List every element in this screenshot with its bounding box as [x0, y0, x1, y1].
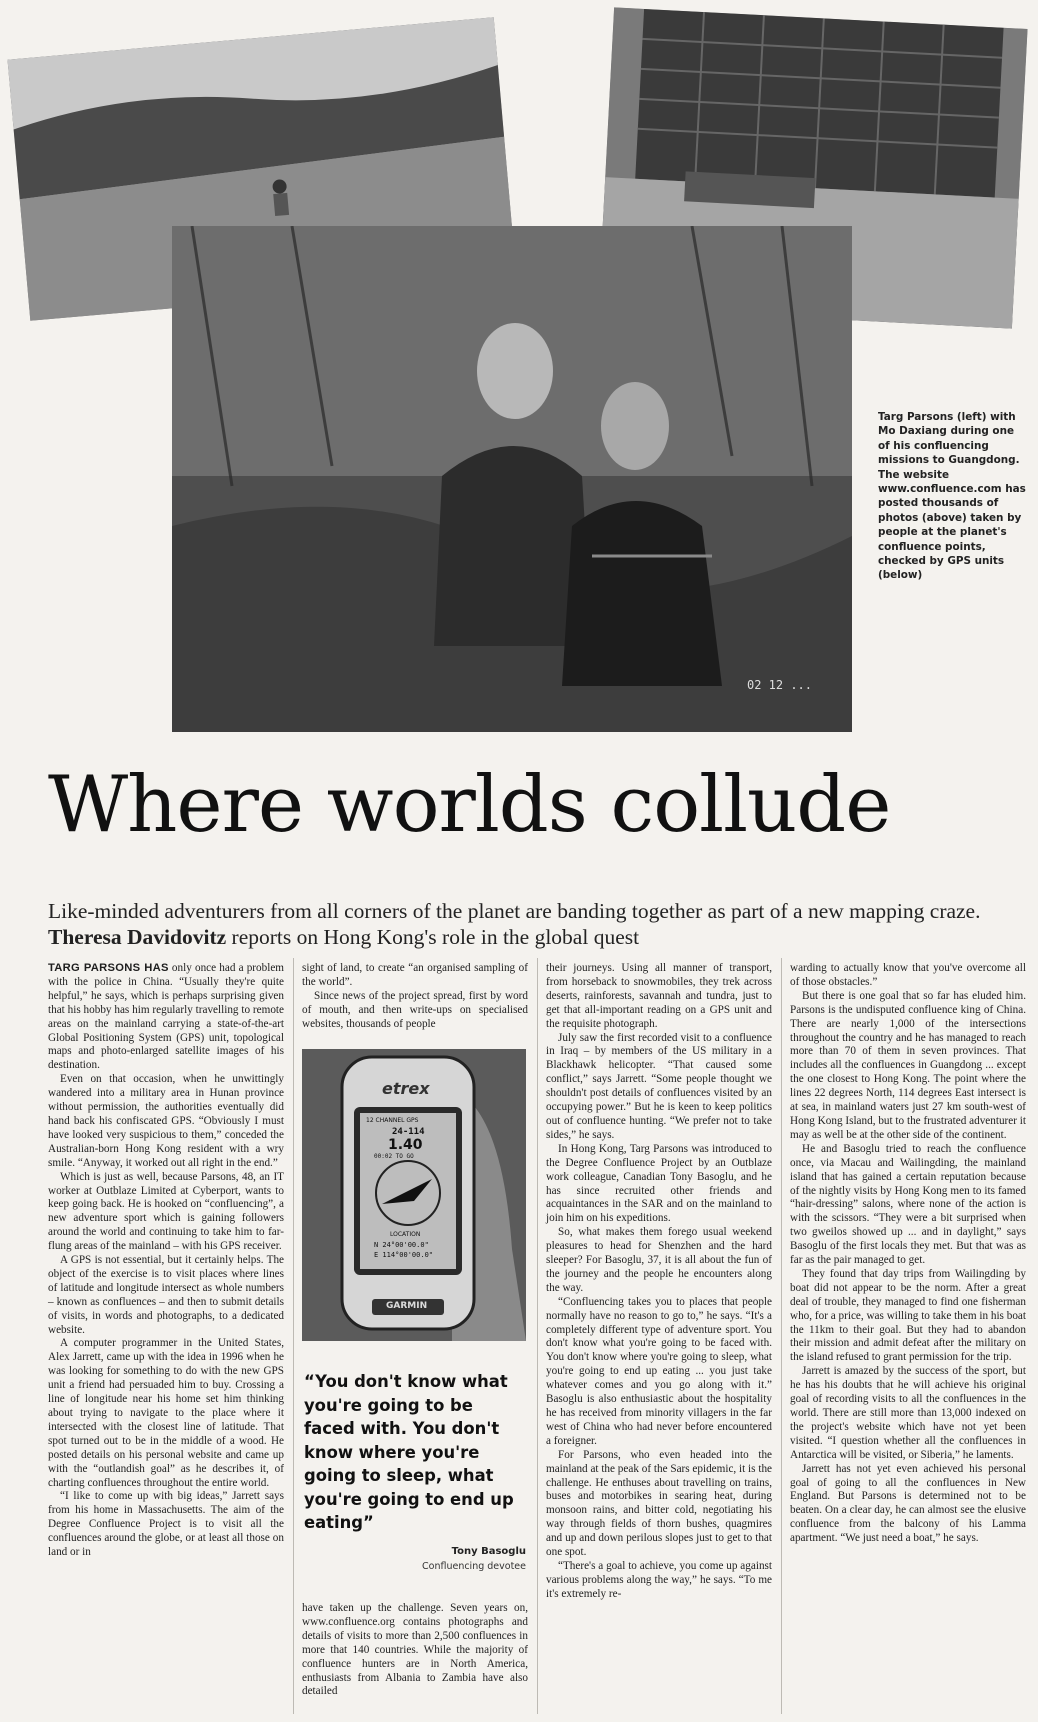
paragraph: He and Basoglu tried to reach the confluence once, via Macau and Wailingding, the mainland island that has gained a certain reputation because of the nightly visits by Hong Kong men to its famed “hair-dressing” salons, where none of the action is with the scissors. “They were a bit surprised when two gweilos showed up ... and in daylight,” says Basoglu of the first locals they met. But that was as far as the pair managed to get.: [790, 1142, 1026, 1267]
gps-photo: [302, 1049, 526, 1341]
article-column-2-top: [302, 962, 528, 1032]
article-column-4: [790, 962, 1026, 1546]
paragraph: “There's a goal to achieve, you come up against various problems along the way,” he says. “To me it's extremely re-: [546, 1559, 772, 1600]
paragraph: “Confluencing takes you to places that people normally have no reason to go to,” he says. “It's a completely different type of adventure sport. You don't know what you're going to be faced with. You don't know where you're going to sleep, what you're going to end up eating ... you just take whatever comes and you go along with it.” Basoglu is also enthusiastic about the hospitality he has received from minority villagers in the far west of China who had never before encountered a foreigner.: [546, 1295, 772, 1447]
gps-lon: E 114°00'00.0": [374, 1251, 434, 1259]
paragraph: Jarrett is amazed by the success of the sport, but he has his doubts that he will achieve his original goal of recording visits to all the confluences in the world. There are still more than 13,000 indexed on the project's website which have not yet been visited. “I question whether all the confluences in Antarctica will be visited, or Siberia,” he laments.: [790, 1365, 1026, 1461]
standfirst-text-2: reports on Hong Kong's role in the global quest: [231, 925, 640, 949]
paragraph: their journeys. Using all manner of transport, from horseback to snowmobiles, they trek across deserts, rainforests, savannah and tundra, just to get that all-important reading on a GPS unit and the requisite photograph.: [546, 962, 772, 1030]
gps-lat: N 24°00'00.0": [374, 1241, 429, 1249]
article-column-1: [48, 962, 284, 1560]
article-column-2-bottom: [302, 1602, 528, 1699]
standfirst: [48, 898, 1008, 950]
gps-header: 12 CHANNEL GPS: [366, 1117, 419, 1124]
paragraph: Even on that occasion, when he unwittingly wandered into a military area in Hunan province without permission, the authorities eventually did hand back his confiscated GPS. “Obviously I must have looked very suspicious to them,” conceded the Australian-born Hong Kong resident with a wry smile. “Anyway, it worked out all right in the end.”: [48, 1073, 284, 1169]
paragraph: So, what makes them forego usual weekend pleasures to head for Shenzhen and the hard sleeper? For Basoglu, 37, it is all about the fun of the journey and the people he encounters along the way.: [546, 1226, 772, 1294]
paragraph: For Parsons, who even headed into the mainland at the peak of the Sars epidemic, it is the challenge. He enthuses about travelling on trains, buses and motorbikes in searing heat, during monsoon rains, and bitter cold, negotiating his way through fields of thorn bushes, quagmires and up and down perilous slopes just to get to that one spot.: [546, 1448, 772, 1559]
gps-time: 00:02 TO GO: [374, 1153, 414, 1160]
paragraph: sight of land, to create “an organised sampling of the world”.: [302, 962, 528, 988]
pull-quote-role: Confluencing devotee: [422, 1561, 526, 1572]
main-photo: [172, 226, 852, 732]
standfirst-text: Like-minded adventurers from all corners of the planet are banding together as part of a new mapping craze.: [48, 899, 981, 923]
paragraph: Which is just as well, because Parsons, 48, an IT worker at Outblaze Limited at Cyberport, wants to keep going back. He is hooked on “confluencing”, a new adventure sport which is gaining followers around the world and continuing to take him to far-flung areas of the mainland – with his GPS receiver.: [48, 1170, 284, 1253]
gps-brand: etrex: [382, 1079, 430, 1098]
paragraph: Jarrett has not yet even achieved his personal goal of going to all the confluences in New England. But Parsons is determined not to be beaten. On a clear day, he can almost see the elusive confluence from the balcony of his Lamma apartment. “We just need a boat,” he says.: [790, 1462, 1026, 1545]
gps-coords: 24-114: [392, 1127, 425, 1137]
paragraph: [48, 962, 284, 1073]
lede: TARG PARSONS HAS: [48, 962, 169, 974]
paragraph: warding to actually know that you've overcome all of those obstacles.”: [790, 962, 1026, 988]
photo-caption: Targ Parsons (left) with Mo Daxiang during one of his confluencing missions to Guangdong. The website www.confluence.com has posted thousands of photos (above) taken by people at the planet's confluence points, checked by GPS units (below): [878, 411, 1026, 582]
paragraph-text: only once had a problem with the police in China. “Usually they're quite helpful,” he says, which is perhaps surprising given that his hobby has him regularly travelling to remote areas on the mainland carrying a state-of-the-art Global Positioning System (GPS) unit, topological maps and photo-enlarged satellite images of his destination.: [48, 962, 285, 1072]
paragraph: “I like to come up with big ideas,” Jarrett says from his home in Massachusetts. The aim of the Degree Confluence Project is to visit all the confluences around the globe, or at least all those on land or in: [48, 1490, 284, 1559]
byline: Theresa Davidovitz: [48, 925, 227, 949]
photo-date-stamp: 02 12 ...: [746, 678, 812, 692]
paragraph: have taken up the challenge. Seven years on, www.confluence.org contains photographs and details of visits to more than 2,500 confluences in more that 140 countries. While the majority of confluence hunters are in North America, enthusiasts from Albania to Zambia have also detailed: [302, 1602, 528, 1698]
article-column-3: [546, 962, 772, 1602]
paragraph: They found that day trips from Wailingding by boat did not appear to be the norm. After a great deal of trouble, they managed to find one fisherman who, for a price, was willing to take them in his boat the 11km to their goal. But they had to abandon their mission and admit defeat after the military on the island refused to grant permission for the trip.: [790, 1267, 1026, 1364]
paragraph: But there is one goal that so far has eluded him. Parsons is the undisputed confluence king of China. There are nearly 1,000 of the intersections throughout the country and he has managed to reach more than 70 of them in seven provinces. That includes all the confluences in Guangdong ... except the one closest to Hong Kong. The point where the lines 22 degrees North, 114 degrees East intersect is at sea, in mainland waters just 27 km south-west of Hong Kong Island, but to the frustrated adventurer it may as well be at the other side of the continent.: [790, 989, 1026, 1141]
pull-quote-name: Tony Basoglu: [451, 1546, 526, 1557]
column-rule: [781, 958, 782, 1714]
column-rule: [537, 958, 538, 1714]
paragraph: A computer programmer in the United States, Alex Jarrett, came up with the idea in 1996 when he was looking for something to do with the new GPS unit a friend had persuaded him to buy. Crossing a line of longitude near his home set him thinking about trying to navigate to the place where it intersected with the closest line of latitude. That spot turned out to be in the middle of a wood. He posted details on his personal website and came up with the “outlandish goal” as he describes it, of charting confluences throughout the entire world.: [48, 1337, 284, 1489]
paragraph: July saw the first recorded visit to a confluence in Iraq – by members of the US military in a Blackhawk helicopter. “That caused some conflict,” says Jarrett. “Some people thought we shouldn't post details of confluences visited by an occupying power.” But he is keen to keep politics out of confluence hunting. “We prefer not to take sides,” he says.: [546, 1031, 772, 1141]
gps-distance: 1.40: [388, 1137, 423, 1153]
paragraph: In Hong Kong, Targ Parsons was introduced to the Degree Confluence Project by an Outblaze work colleague, Canadian Tony Basoglu, and he has since recruited other friends and acquaintances in the SAR and on the mainland to join him on his expeditions.: [546, 1142, 772, 1225]
headline: Where worlds collude: [48, 760, 891, 850]
gps-location-label: LOCATION: [390, 1231, 421, 1238]
paragraph: A GPS is not essential, but it certainly helps. The object of the exercise is to visit places where lines of latitude and longitude intersect as whole numbers – known as confluences – and then to submit details of visits, in words and photographs, to a dedicated website.: [48, 1254, 284, 1336]
pull-quote: “You don't know what you're going to be faced with. You don't know where you're going to sleep, what you're going to end up eating”: [304, 1372, 514, 1532]
paragraph: Since news of the project spread, first by word of mouth, and then write-ups on specialised websites, thousands of people: [302, 989, 528, 1030]
column-rule: [293, 958, 294, 1714]
gps-maker: GARMIN: [386, 1301, 428, 1311]
